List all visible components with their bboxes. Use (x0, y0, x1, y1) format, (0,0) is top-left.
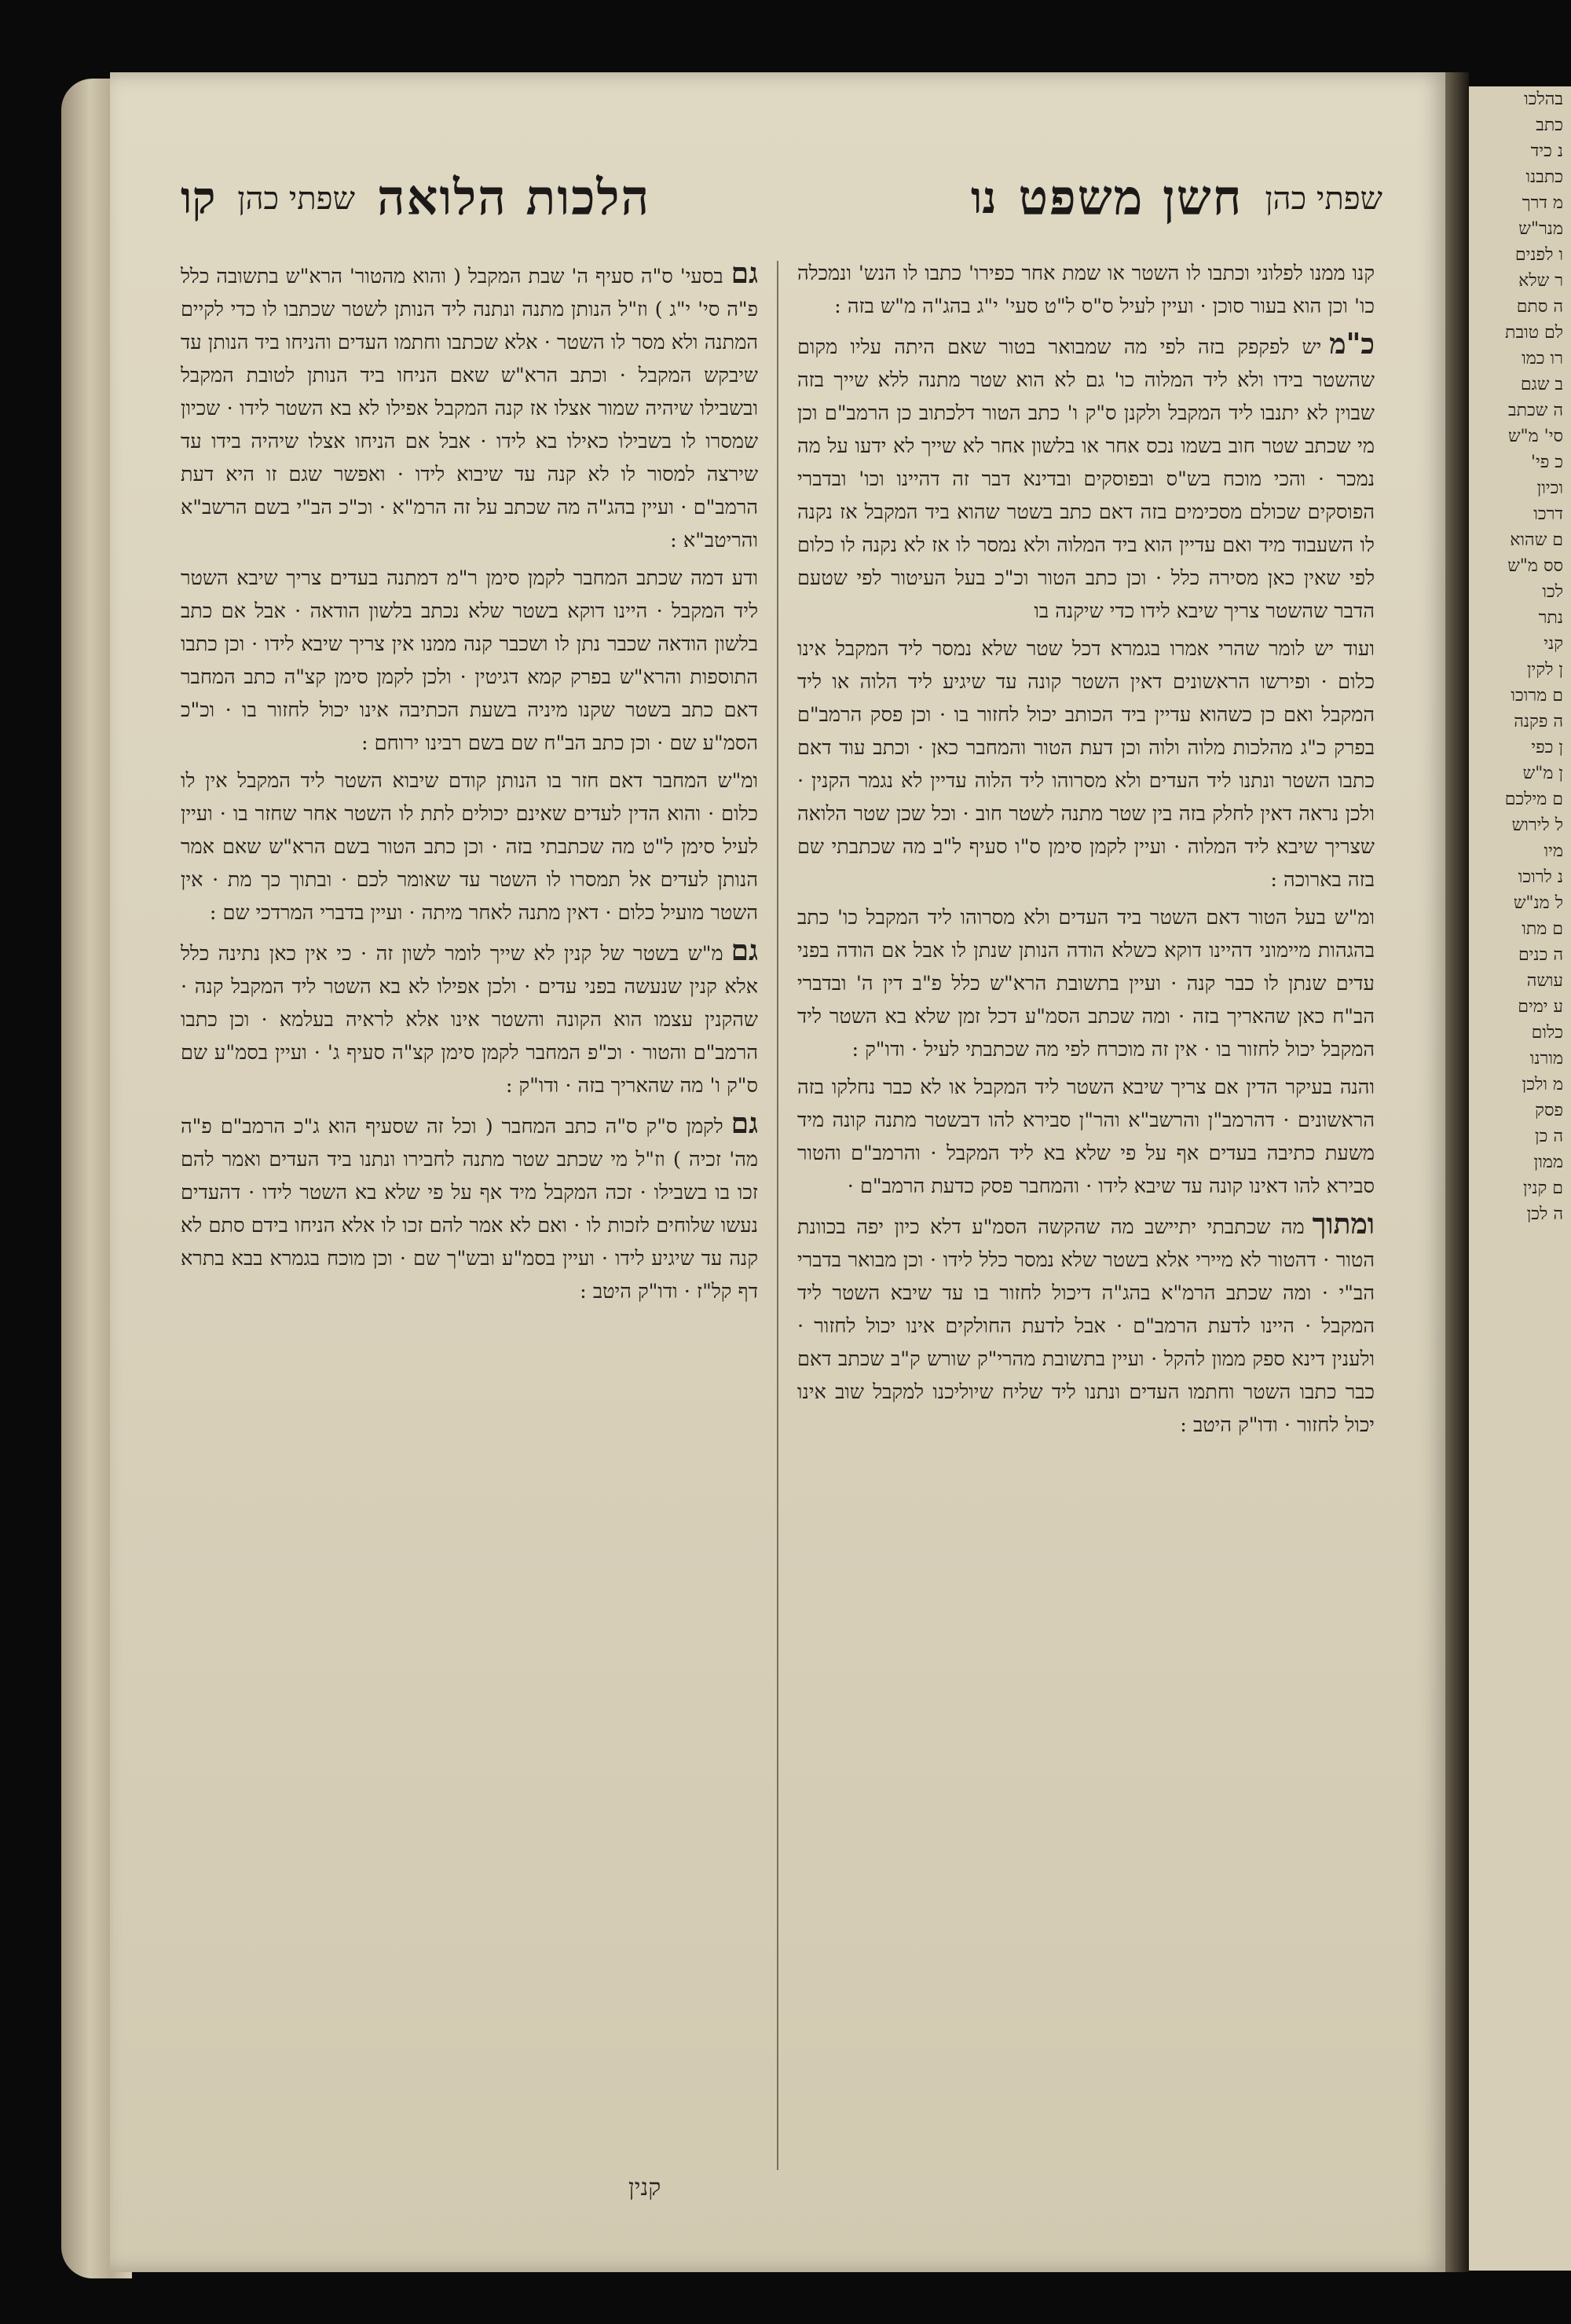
paragraph-lead-word: ומתוך (1312, 1208, 1375, 1241)
header-left-number: קו (181, 172, 216, 224)
paragraph-lead-word: גם (731, 1107, 758, 1140)
facing-page-line: מ דרך (1522, 193, 1563, 213)
paragraph (181, 562, 758, 760)
paragraph-lead-word: גם (731, 934, 758, 967)
facing-page-line: מ ולכן (1522, 1075, 1563, 1094)
paragraph-text: ועוד יש לומר שהרי אמרו בגמרא דכל שטר שלא נמסר ליד המקבל אינו כלום · ופירשו הראשונים דאין השטר קונה עד שיגיע ליד הלוה או ליד המקבל ואם כן כשהוא עדיין ביד הכותב יכול לחזור בו · וכן פסק הרמב"ם בפרק כ"ג מהלכות מלוה ולוה וכן דעת הטור והמחבר כאן · וכתב עוד דאם כתבו השטר ונתנו ליד העדים ולא מסרוהו ליד הלוה עדיין לא נגמר הקנין · ולכן נראה דאין לחלק בזה בין שטר מתנה לשטר חוב · וכל שכן שטר הלואה שצריך שיבא ליד המלוה · ועיין לקמן סימן ס"ו סעיף ל"ב מה שכתבתי שם בזה בארוכה : (797, 637, 1375, 892)
facing-page (1469, 86, 1571, 2271)
facing-page-line: ממון (1533, 1153, 1563, 1172)
header-right-number: נו (971, 172, 997, 224)
facing-page-line: כלום (1531, 1023, 1563, 1043)
paragraph (797, 328, 1375, 628)
paragraph-text: והנה בעיקר הדין אם צריך שיבא השטר ליד המקבל או לא כבר נחלקו בזה הראשונים · דהרמב"ן והרשב"א והר"ן סבירא להו דבשטר מתנה קונה מיד משעת כתיבה בעדים אף על פי שלא בא ליד המקבל · והרמב"ם והטור סבירא להו דאינו קונה עד שיבא לידו · והמחבר פסק כדעת הרמב"ם · (797, 1076, 1375, 1198)
facing-page-line: ה שכתב (1508, 401, 1563, 420)
header-left-title: הלכות הלואה (376, 169, 651, 226)
text-columns (181, 257, 1375, 2178)
facing-page-line: ם מתו (1522, 919, 1563, 939)
paragraph-text: קנו ממנו לפלוני וכתבו לו השטר או שמת אחר כפירו' כתבו לו הנש' ונמכלה כו' וכן הוא בעור סוכן · ועיין לעיל ס"ס ל"ט סעי' י"ג בהג"ה מ"ש בזה : (797, 262, 1375, 318)
paragraph (797, 1208, 1375, 1442)
facing-page-line: כתבנו (1525, 167, 1563, 187)
facing-page-line: וכיון (1536, 478, 1563, 498)
paragraph-text: מה שכתבתי יתיישב מה שהקשה הסמ"ע דלא כיון יפה בכוונת הטור · דהטור לא מיירי אלא בשטר שלא נמסר כלל לידו · וכן מבואר בדברי הב"י · ומה שכתב הרמ"א בהג"ה דיכול לחזור בו עד שיבא השטר ליד המקבל · היינו לדעת הרמב"ם · אבל לדעת החולקים אינו יכול לחזור · ולענין דינא ספק ממון להקל · ועיין בתשובת מהרי"ק שורש ק"ב שכתב דאם כבר כתבו השטר וחתמו העדים ונתנו ליד שליח שיוליכנו למקבל שוב אינו יכול לחזור · ודו"ק היטב : (797, 1215, 1375, 1437)
facing-page-line: סי' מ"ש (1507, 427, 1563, 446)
facing-page-line: מיו (1544, 841, 1563, 861)
facing-page-line: ן מ"ש (1522, 764, 1563, 783)
header-right-title: חשן משפט (1018, 169, 1243, 226)
facing-page-line: פסק (1535, 1101, 1563, 1120)
facing-page-line: לכו (1542, 582, 1563, 602)
paragraph (181, 1107, 758, 1308)
facing-page-line: ה סתם (1516, 297, 1563, 317)
book-page (110, 72, 1445, 2272)
header-right-side: שפתי כהן (1265, 180, 1382, 217)
facing-page-line: דרכו (1533, 504, 1563, 524)
facing-page-line: ם קנין (1522, 1178, 1563, 1198)
paragraph (181, 257, 758, 557)
facing-page-line: ן כפי (1531, 738, 1563, 757)
facing-page-line: מנר"ש (1518, 219, 1563, 239)
facing-page-line: ו לפנים (1514, 245, 1563, 265)
paragraph-lead-word: כ"מ (1329, 328, 1375, 361)
facing-page-line: נ כיד (1530, 141, 1563, 161)
page-header (181, 155, 1382, 241)
right-column (797, 257, 1375, 2178)
facing-page-line: ן לקין (1526, 660, 1563, 680)
facing-page-line: בהלכו (1524, 90, 1563, 109)
facing-page-line: כ פי' (1530, 453, 1563, 472)
header-left (181, 169, 650, 227)
paragraph-text: ומ"ש המחבר דאם חזר בו הנותן קודם שיבוא השטר ליד המקבל אין לו כלום · והוא הדין לעדים שאינם יכולים לתת לו השטר אחר שחזר בו · ועיין לעיל סימן ל"ט מה שכתבתי בזה · וכן כתב הטור בשם הרא"ש שאם אמר הנותן לעדים אל תמסרו לו השטר עד שאומר לכם · ובתוך כך מת · אין השטר מועיל כלום · דאין מתנה לאחר מיתה · ועיין בדברי המרדכי שם : (181, 769, 758, 925)
facing-page-line: רו כמו (1522, 349, 1563, 368)
facing-page-line: ר שלא (1518, 271, 1563, 291)
facing-page-line: מורנו (1529, 1049, 1563, 1069)
facing-page-line: ה כנים (1518, 945, 1563, 965)
paragraph (181, 764, 758, 929)
paragraph (181, 934, 758, 1102)
paragraph (797, 1071, 1375, 1203)
catchword: קנין (628, 2174, 661, 2201)
paragraph (797, 632, 1375, 896)
paragraph (797, 257, 1375, 323)
header-right (971, 169, 1382, 227)
facing-page-line: ל מנ"ש (1513, 893, 1563, 913)
paragraph-text: בסעי' ס"ה סעיף ה' שבת המקבל ( והוא מהטור' הרא"ש בתשובה כלל פ"ה סי' י"ג ) וז"ל הנותן מתנה ונתנה ליד הנותן לשטר שכתבו לו כדי לקיים המתנה ולא מסר לו השטר · אלא שכתבו וחתמו העדים והניחו ביד הנותן עד שיבקש המקבל · וכתב הרא"ש שאם הניחו ביד הנותן לטובת המקבל ובשבילו שיהיה שמור אצלו אז קנה המקבל אפילו לא בא השטר לידו · שכיון שמסרו לו בשבילו כאילו בא לידו · אבל אם הניחו אצלו שיהיה בידו עד שירצה למסור לו לא קנה עד שיבוא לידו · ואפשר שגם זו היא דעת הרמב"ם · ועיין בהג"ה מה שכתב על זה הרמ"א · וכ"כ הב"י בשם הרשב"א והריטב"א : (181, 265, 758, 552)
facing-page-line: כתב (1536, 115, 1563, 135)
facing-page-line: עושה (1526, 971, 1563, 991)
paragraph-text: יש לפקפק בזה לפי מה שמבואר בטור שאם היתה עליו מקום שהשטר בידו ולא ליד המלוה כו' גם לא הוא שטר מתנה ללא שייך בזה שבוין לא יתנבו ליד המקבל ולקנן ס"ק ו' כתב הטור דלכתוב כן הרמב"ם וכן מי שכתב שטר חוב בשמו נכס אחר או בלשון אחר לא שייך לא ידעו על מה נמכר · והכי מוכח בש"ס ובפוסקים ובדינא דבר זה דהיינו וכו' ובדברי הפוסקים שכולם מסכימים בזה דאם כתב בשטר שהוא ביד המקבל אז נקנה לו השעבוד מיד ואם עדיין הוא ביד המלוה ולא נמסר לו אז לא נקנה לו כלום לפי שאין כאן מסירה כלל · וכן כתב הטור וכ"כ בעל העיטור לפי שטעם הדבר שהשטר צריך שיבא לידו כדי שיקנה בו (797, 335, 1375, 623)
facing-page-line: ם מרוכו (1511, 686, 1563, 706)
paragraph-text: לקמן ס"ק ס"ה כתב המחבר ( וכל זה שסעיף הוא ג"כ הרמב"ם פ"ה מה' זכיה ) וז"ל מי שכתב שטר מתנה לחבירו ונתנו ביד העדים ואמר להם זכו בו בשבילו · זכה המקבל מיד אף על פי שלא בא השטר לידו · דהעדים נעשו שלוחים לזכות לו · ואם לא אמר להם זכו לו אלא הניחו בידם סתם לא קנה עד שיגיע לידו · ועיין בסמ"ע ובש"ך שם · וכן מוכח בגמרא בבא בתרא דף קל"ז · ודו"ק היטב : (181, 1115, 758, 1303)
facing-page-line: ה כן (1534, 1127, 1563, 1146)
paragraph (797, 901, 1375, 1066)
paragraph-text: ודע דמה שכתב המחבר לקמן סימן ר"מ דמתנה בעדים צריך שיבא השטר ליד המקבל · היינו דוקא בשטר שלא נכתב בלשון הודאה · אבל אם כתב בלשון הודאה שכבר נתן לו ושכבר קנה ממנו אין צריך שיבא לידו · וכן כתבו התוספות והרא"ש בפרק קמא דגיטין · ולכן לקמן סימן קצ"ה כתב המחבר דאם כתב בשטר שקנו מיניה בשעת הכתיבה אינו יכול לחזור בו · וכ"כ הסמ"ע שם · וכן כתב הב"ח שם בשם רבינו ירוחם : (181, 566, 758, 755)
paragraph-text: מ"ש בשטר של קנין לא שייך לומר לשון זה · כי אין כאן נתינה כלל אלא קנין שנעשה בפני עדים · ולכן אפילו לא בא השטר ליד המקבל קנה · שהקנין עצמו הוא הקונה והשטר אינו אלא לראיה בעלמא · וכן כתבו הרמב"ם והטור · וכ"פ המחבר לקמן סימן קצ"ה סעיף ג' · ועיין בסמ"ע שם ס"ק ו' מה שהאריך בזה · ודו"ק : (181, 942, 758, 1098)
left-column (181, 257, 758, 2178)
facing-page-line: לם טובת (1505, 323, 1563, 343)
header-left-side: שפתי כהן (237, 180, 355, 217)
facing-page-line: ל לירוש (1511, 816, 1563, 835)
facing-page-line: קני (1544, 634, 1563, 654)
facing-page-line: ה לכן (1526, 1204, 1563, 1224)
facing-page-line: ב שגם (1520, 375, 1563, 394)
facing-page-line: נ לרוכו (1518, 867, 1563, 887)
facing-page-line: סס מ"ש (1507, 556, 1563, 576)
facing-page-line: ם מילכם (1504, 790, 1563, 809)
facing-page-line: ה פקנה (1514, 712, 1563, 731)
facing-page-line: ם שהוא (1510, 530, 1563, 550)
facing-page-line: נתר (1538, 608, 1563, 628)
facing-page-line: ע ימים (1518, 997, 1563, 1017)
paragraph-text: ומ"ש בעל הטור דאם השטר ביד העדים ולא מסרוהו ליד המקבל כו' כתב בהגהות מיימוני דהיינו דוקא כשלא הודה הנותן שנתן לו אבל אם הודה בפני עדים שנתן לו כבר קנה · ועיין בתשובת הרא"ש כלל פ"ב דין ה' ובדברי הב"ח כאן שהאריך בזה · ומה שכתב הסמ"ע דכל זמן שלא בא השטר ליד המקבל יכול לחזור בו · אין זה מוכרח לפי מה שכתבתי לעיל · ודו"ק : (797, 906, 1375, 1061)
paragraph-lead-word: גם (731, 257, 758, 290)
book-gutter (1445, 72, 1469, 2272)
